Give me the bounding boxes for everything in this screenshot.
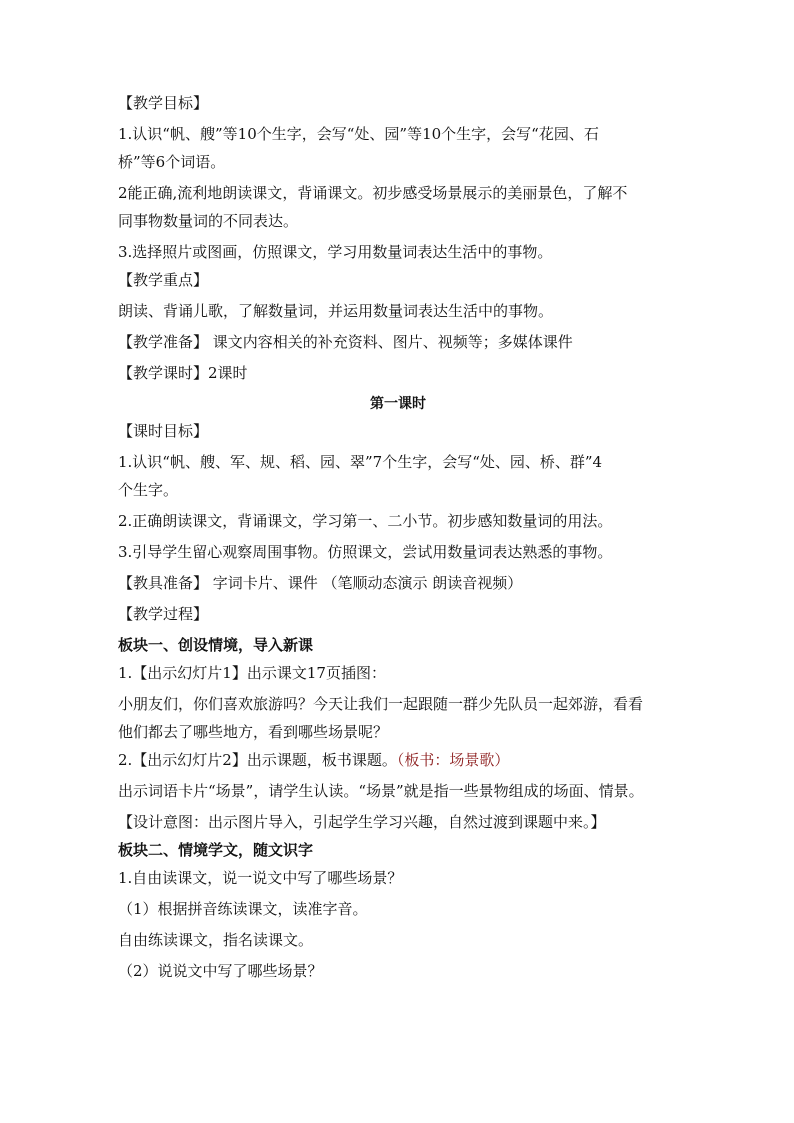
section-1-step-2 bbox=[118, 749, 678, 771]
section-1-step-1: 1.【出示幻灯片1】出示课文17页插图： bbox=[118, 664, 386, 682]
tools: 【教具准备】 字词卡片、课件 （笔顺动态演示 朗读音视频） bbox=[118, 574, 523, 592]
section-2-heading: 板块二、情境学文，随文识字 bbox=[118, 841, 314, 859]
section-1-para-1-line-a: 小朋友们，你们喜欢旅游吗？今天让我们一起跟随一群少先队员一起郊游，看看 bbox=[118, 695, 644, 713]
lesson-goal-3: 3.引导学生留心观察周围事物。仿照课文，尝试用数量词表达熟悉的事物。 bbox=[118, 543, 613, 561]
teaching-hours: 【教学课时】2课时 bbox=[118, 364, 248, 382]
goal-1-line-b: 桥”等6个词语。 bbox=[118, 153, 226, 171]
section-2-item-1b: 自由练读课文，指名读课文。 bbox=[118, 931, 314, 949]
design-intent: 【设计意图：出示图片导入，引起学生学习兴趣，自然过渡到课题中来。】 bbox=[118, 813, 606, 831]
preparation: 【教学准备】 课文内容相关的补充资料、图片、视频等；多媒体课件 bbox=[118, 333, 573, 351]
key-points-heading: 【教学重点】 bbox=[118, 271, 209, 289]
lesson-goal-1-line-b: 个生字。 bbox=[118, 481, 179, 499]
goal-2-line-a: 2能正确,流利地朗读课文，背诵课文。初步感受场景展示的美丽景色，了解不 bbox=[118, 184, 628, 202]
goal-1-line-a: 1.认识“帆、艘”等10个生字，会写“处、园”等10个生字，会写“花园、石 bbox=[118, 125, 599, 143]
lesson-title: 第一课时 bbox=[370, 396, 426, 412]
section-1-heading: 板块一、创设情境，导入新课 bbox=[118, 636, 314, 654]
section-1-para-1-line-b: 他们都去了哪些地方，看到哪些场景呢？ bbox=[118, 723, 389, 741]
process-heading: 【教学过程】 bbox=[118, 605, 209, 623]
key-points-text: 朗读、背诵儿歌，了解数量词，并运用数量词表达生活中的事物。 bbox=[118, 302, 554, 320]
lesson-goal-2: 2.正确朗读课文，背诵课文，学习第一、二小节。初步感知数量词的用法。 bbox=[118, 512, 613, 530]
section-1-para-2: 出示词语卡片“场景”，请学生认读。“场景”就是指一些景物组成的场面、情景。 bbox=[118, 782, 644, 800]
blackboard-title: （板书：场景歌） bbox=[396, 751, 510, 769]
lesson-goals-heading: 【课时目标】 bbox=[118, 422, 209, 440]
goal-2-line-b: 同事物数量词的不同表达。 bbox=[118, 212, 299, 230]
goal-3: 3.选择照片或图画，仿照课文，学习用数量词表达生活中的事物。 bbox=[118, 243, 553, 261]
section-2-item-1: （1）根据拼音练读课文，读准字音。 bbox=[118, 900, 368, 918]
step-2-text: 2.【出示幻灯片2】出示课题，板书课题。 bbox=[118, 751, 397, 769]
teaching-goals-heading: 【教学目标】 bbox=[118, 94, 209, 112]
section-2-question-1: 1.自由读课文，说一说文中写了哪些场景？ bbox=[118, 869, 403, 887]
lesson-goal-1-line-a: 1.认识“帆、艘、军、规、稻、园、翠”7个生字，会写“处、园、桥、群”4 bbox=[118, 453, 603, 471]
document-page bbox=[118, 92, 678, 982]
section-2-item-2: （2）说说文中写了哪些场景？ bbox=[118, 962, 323, 980]
